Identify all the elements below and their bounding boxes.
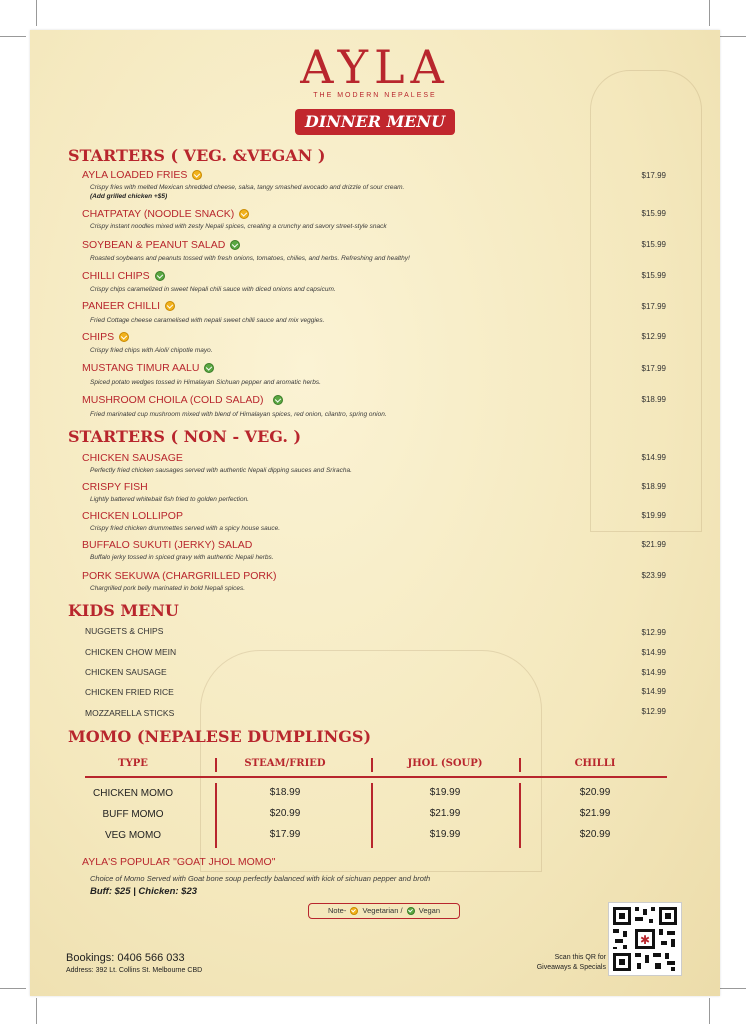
crop-mark [720,988,746,989]
momo-price: $19.99 [429,787,461,798]
diet-legend [308,903,460,919]
kids-item-price: $12.99 [641,707,666,716]
menu-item-price: $19.99 [641,511,666,520]
menu-item-price: $15.99 [641,240,666,249]
menu-item-desc: Roasted soybeans and peanuts tossed with fresh onions, tomatoes, chilies, and herbs. Refreshing and healthy! [90,255,410,262]
special-momo-prices: Buff: $25 | Chicken: $23 [90,886,198,897]
special-momo-desc: Choice of Momo Served with Goat bone soup perfectly balanced with kick of sichuan pepper and broth [90,874,431,883]
momo-col-header: TYPE [118,758,148,769]
menu-item-price: $12.99 [641,332,666,341]
momo-price: $21.99 [579,808,611,819]
kids-item-name: MOZZARELLA STICKS [85,708,175,718]
kids-item-price: $12.99 [641,628,666,637]
menu-item-price: $23.99 [641,571,666,580]
legend-prefix: Note- [327,906,347,915]
vegan-icon [204,363,214,373]
vegetarian-icon [165,301,175,311]
svg-text:✱: ✱ [639,933,651,947]
momo-col-header: CHILLI [574,758,616,769]
kids-item-name: CHICKEN CHOW MEIN [85,647,177,657]
menu-item-price: $15.99 [641,209,666,218]
momo-price: $20.99 [579,787,611,798]
legend-vegan: Vegan [418,906,441,915]
kids-item-price: $14.99 [641,668,666,677]
address: Address: 392 Lt. Collins St. Melbourne CBD [66,967,203,974]
crop-mark [720,36,746,37]
menu-item-name: MUSHROOM CHOILA (COLD SALAD) [82,394,283,406]
menu-item-price: $21.99 [641,540,666,549]
momo-col-header: STEAM/FRIED [244,758,326,769]
momo-type: CHICKEN MOMO [93,788,173,799]
crop-mark [36,998,37,1024]
menu-item-name: PANEER CHILLI [82,300,175,312]
column-divider [371,758,373,772]
momo-price: $21.99 [429,808,461,819]
crop-mark [36,0,37,26]
momo-price: $18.99 [269,787,301,798]
vegetarian-icon [119,332,129,342]
section-heading-starters-nonveg: STARTERS ( NON - VEG. ) [68,427,302,446]
special-momo-title: AYLA'S POPULAR "GOAT JHOL MOMO" [82,856,276,868]
bookings-phone: Bookings: 0406 566 033 [66,952,185,964]
momo-price: $17.99 [269,829,301,840]
menu-item-desc: Crispy chips caramelized in sweet Nepali chili sauce with diced onions and capsicum. [90,286,336,293]
vegan-icon [230,240,240,250]
vegetarian-icon [192,170,202,180]
menu-item-desc: Fried marinated cup mushroom mixed with blend of Himalayan spices, red onion, cilantro, spring onion. [90,411,387,418]
menu-item-desc: Buffalo jerky tossed in spiced gravy with authentic Nepali herbs. [90,554,274,561]
table-header-rule [85,776,667,778]
menu-item-price: $18.99 [641,482,666,491]
menu-item-price: $17.99 [641,364,666,373]
menu-item-desc: Crispy fried chicken drummettes served with a spicy house sauce. [90,525,281,532]
crop-mark [709,0,710,26]
menu-item-desc: Spiced potato wedges tossed in Himalayan Sichuan pepper and aromatic herbs. [90,379,321,386]
menu-item-desc: Crispy instant noodles mixed with zesty Nepali spices, creating a crunchy and savory street-style snack [90,223,387,230]
column-divider [519,783,521,848]
menu-item-price: $15.99 [641,271,666,280]
menu-item-name: CHILLI CHIPS [82,270,165,282]
menu-item-name: BUFFALO SUKUTI (JERKY) SALAD [82,539,253,551]
vegan-icon [155,271,165,281]
column-divider [519,758,521,772]
qr-caption-line2: Giveaways & Specials [536,964,606,971]
tagline: THE MODERN NEPALESE [313,92,437,99]
kids-item-name: CHICKEN FRIED RICE [85,687,174,697]
crop-mark [0,988,26,989]
column-divider [215,783,217,848]
menu-item-price: $17.99 [641,171,666,180]
momo-price: $20.99 [269,808,301,819]
logo: AYLA [300,40,450,94]
menu-item-price: $14.99 [641,453,666,462]
menu-item-name: SOYBEAN & PEANUT SALAD [82,239,240,251]
menu-item-desc: Fried Cottage cheese caramelised with nepali sweet chilli sauce and mix veggies. [90,317,325,324]
temple-watermark [590,70,702,532]
qr-code[interactable] [608,902,682,976]
vegan-icon [407,907,415,915]
qr-caption-line1: Scan this QR for [554,954,606,961]
menu-item-desc: Chargrilled pork belly marinated in bold Nepali spices. [90,585,245,592]
kids-item-price: $14.99 [641,687,666,696]
legend-vegetarian: Vegetarian / [362,906,403,915]
kids-item-name: CHICKEN SAUSAGE [85,667,167,677]
menu-item-name: CHATPATAY (NOODLE SNACK) [82,208,249,220]
crop-mark [0,36,26,37]
momo-type: VEG MOMO [104,830,162,841]
kids-item-price: $14.99 [641,648,666,657]
momo-price: $19.99 [429,829,461,840]
vegetarian-icon [350,907,358,915]
vegetarian-icon [239,209,249,219]
section-heading-kids: KIDS MENU [68,601,179,620]
menu-item-name: PORK SEKUWA (CHARGRILLED PORK) [82,570,277,582]
qr-code-graphic [609,903,681,975]
menu-item-price: $18.99 [641,395,666,404]
menu-page [30,30,720,996]
menu-item-addon: (Add grilled chicken +$5) [90,193,168,200]
menu-item-name: CRISPY FISH [82,481,148,493]
dinner-menu-badge: DINNER MENU [295,109,455,135]
menu-item-name: CHICKEN LOLLIPOP [82,510,183,522]
vegan-icon [273,395,283,405]
momo-type: BUFF MOMO [102,809,164,820]
menu-item-desc: Lightly battered whitebait fish fried to golden perfection. [90,496,249,503]
menu-item-desc: Perfectly fried chicken sausages served with authentic Nepali dipping sauces and Sriracha. [90,467,352,474]
momo-col-header: JHOL (SOUP) [407,758,483,769]
menu-item-name: MUSTANG TIMUR AALU [82,362,214,374]
section-heading-momo: MOMO (NEPALESE DUMPLINGS) [68,727,372,746]
column-divider [215,758,217,772]
menu-item-desc: Crispy fries with melted Mexican shredded cheese, salsa, tangy smashed avocado and drizzle of sour cream. [90,184,405,191]
crop-mark [709,998,710,1024]
menu-item-name: CHICKEN SAUSAGE [82,452,183,464]
section-heading-starters-veg: STARTERS ( VEG. &VEGAN ) [68,146,326,165]
menu-item-name: AYLA LOADED FRIES [82,169,202,181]
kids-item-name: NUGGETS & CHIPS [85,626,164,636]
menu-item-price: $17.99 [641,302,666,311]
menu-item-name: CHIPS [82,331,129,343]
column-divider [371,783,373,848]
menu-item-desc: Crispy fried chips with Aioli/ chipotle mayo. [90,347,213,354]
momo-price: $20.99 [579,829,611,840]
